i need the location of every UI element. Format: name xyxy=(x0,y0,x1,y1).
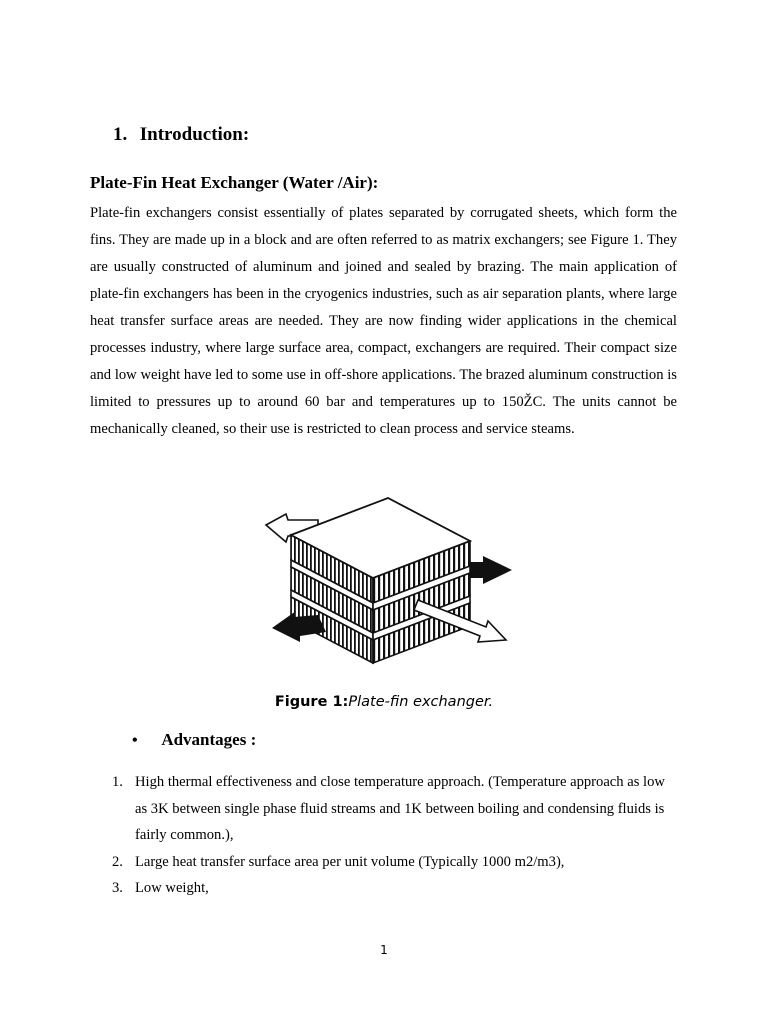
list-item xyxy=(112,769,672,849)
bullet-icon: • xyxy=(132,732,138,749)
list-item-number: 1. xyxy=(112,774,123,790)
section-heading xyxy=(113,124,249,146)
plate-fin-exchanger-illustration xyxy=(258,490,518,675)
figure-caption-text: Plate-fin exchanger. xyxy=(348,694,494,710)
section-number: 1. xyxy=(113,124,128,145)
body-paragraph: Plate-fin exchangers consist essentially of plates separated by corrugated sheets, which form the fins. They are made up in a block and are often referred to as matrix exchangers; see Figure 1. They are usually constructed of aluminum and joined and sealed by brazing. The main application of plate-fin exchangers has been in the cryogenics industries, such as air separation plants, where large heat transfer surface areas are needed. They are now finding wider applications in the chemical processes industry, where large surface area, compact, exchangers are required. Their compact size and low weight have led to some use in off-shore applications. The brazed aluminum construction is limited to pressures up to around 60 bar and temperatures up to 150ŽC. The units cannot be mechanically cleaned, so their use is restricted to clean process and service steams. xyxy=(90,205,677,437)
list-item-text: Large heat transfer surface area per unit volume (Typically 1000 m2/m3), xyxy=(135,853,565,870)
section-title: Introduction: xyxy=(139,124,250,145)
list-item-number: 3. xyxy=(112,880,123,897)
page-number: 1 xyxy=(380,943,388,957)
list-item-text: Low weight, xyxy=(135,880,209,897)
list-item-number: 2. xyxy=(112,853,123,870)
plate-fin-exchanger-figure xyxy=(258,490,518,675)
list-item xyxy=(112,849,672,876)
subheading: Plate-Fin Heat Exchanger (Water /Air): xyxy=(90,173,379,192)
advantages-list xyxy=(112,769,672,902)
figure-caption xyxy=(0,694,768,710)
list-item-text: High thermal effectiveness and close temperature approach. (Temperature approach as low as 3K between single phase fluid streams and 1K between boiling and condensing fluids is fairly common.), xyxy=(135,774,665,844)
advantages-title: Advantages : xyxy=(161,730,257,749)
figure-label: Figure 1: xyxy=(274,694,349,710)
advantages-heading xyxy=(132,730,256,750)
list-item xyxy=(112,875,672,902)
